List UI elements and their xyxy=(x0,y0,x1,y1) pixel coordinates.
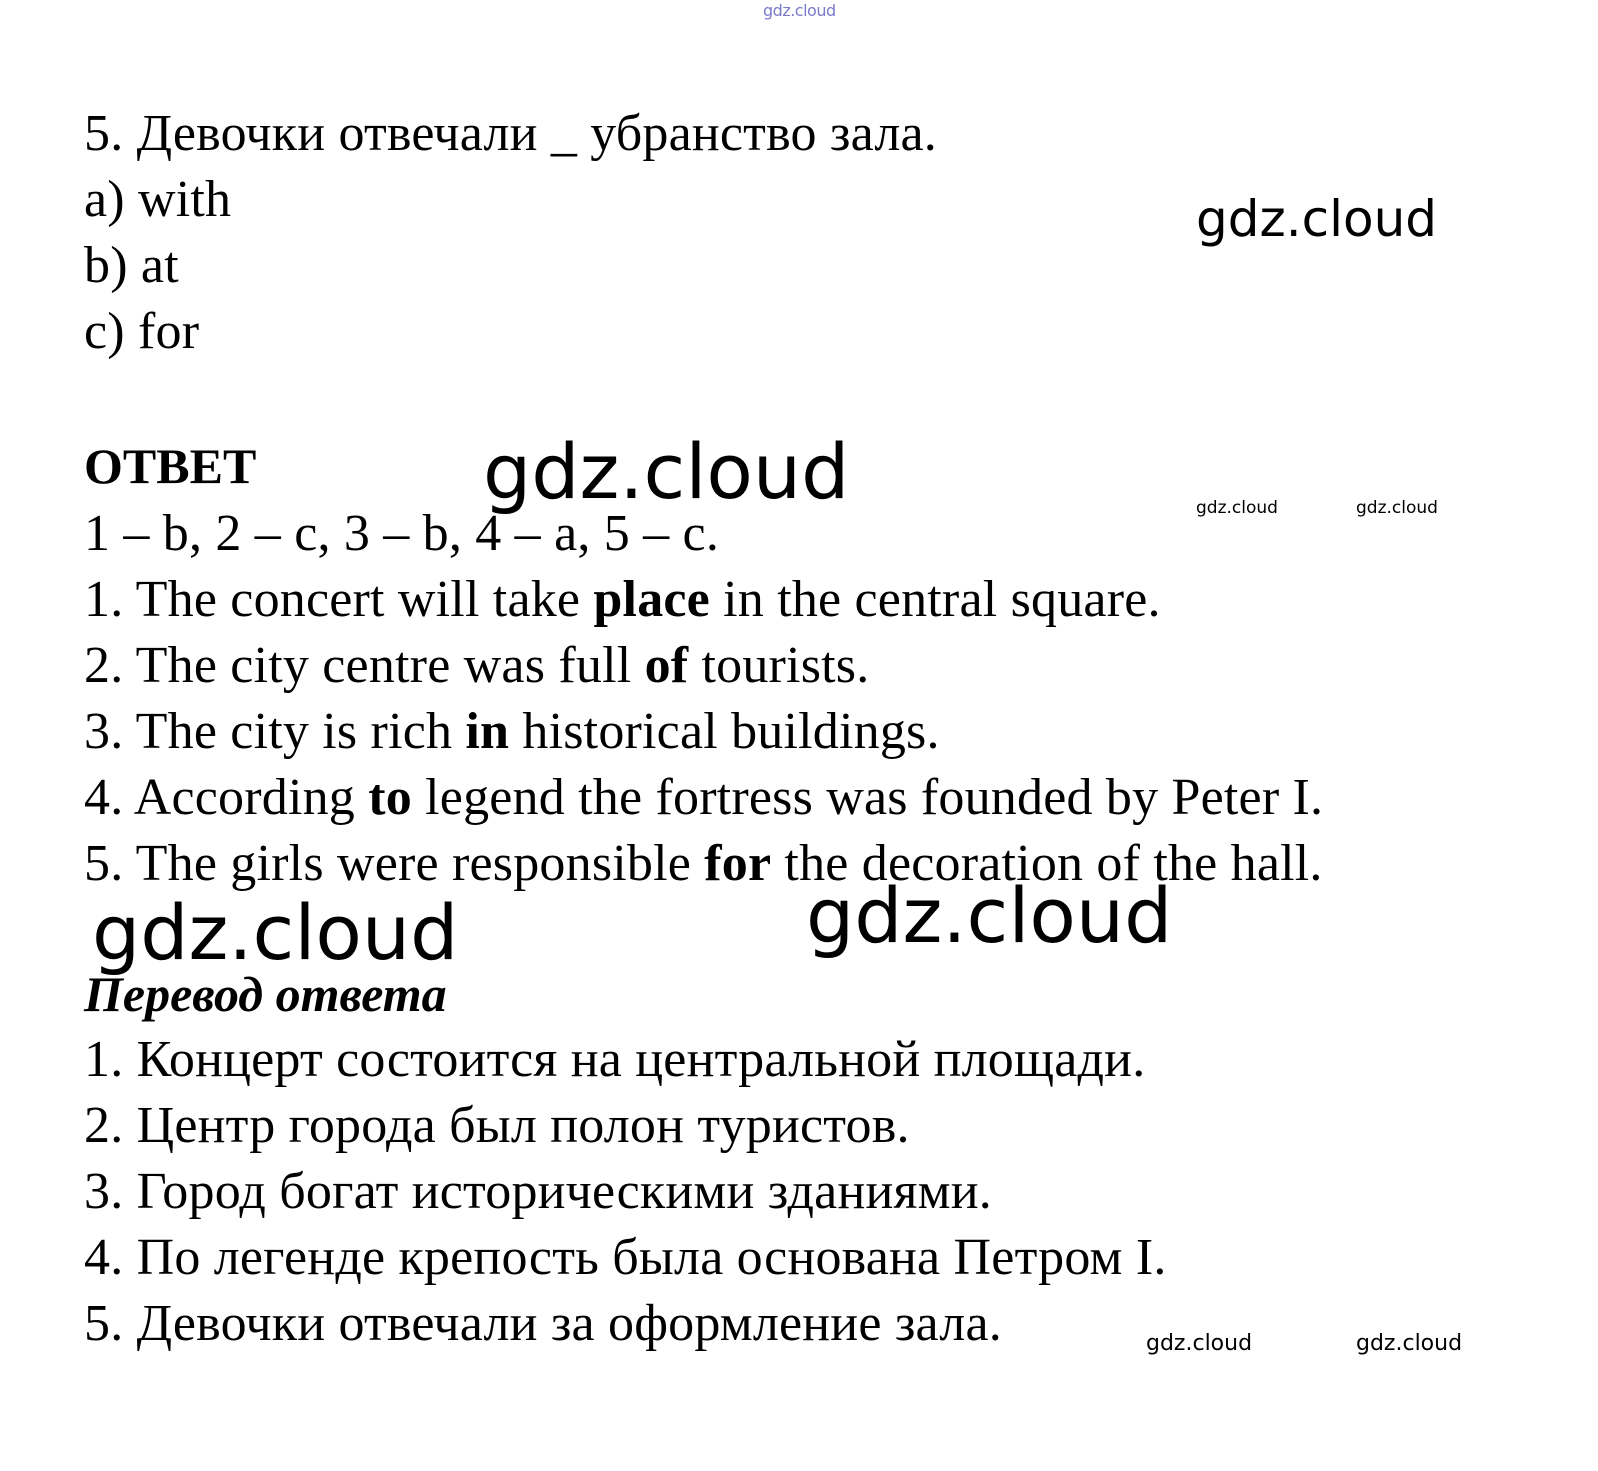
translation-heading: Перевод ответа xyxy=(84,966,447,1022)
option-b: b) at xyxy=(84,237,179,294)
translation-line-3: 3. Город богат историческими зданиями. xyxy=(84,1163,992,1220)
question-stem: 5. Девочки отвечали _ убранство зала. xyxy=(84,105,938,162)
answer-sentence-3 xyxy=(84,702,940,762)
sentence-text: legend the fortress was founded by Peter I. xyxy=(411,769,1324,826)
sentence-text: the decoration of the hall. xyxy=(771,835,1323,892)
sentence-text: 5. The girls were responsible xyxy=(84,835,705,892)
translation-line-1: 1. Концерт состоится на центральной площади. xyxy=(84,1031,1146,1088)
sentence-text: 4. According xyxy=(84,769,369,826)
sentence-answer-word: to xyxy=(368,769,412,826)
watermark-left-2: gdz.cloud xyxy=(92,888,459,977)
translation-line-4: 4. По легенде крепость была основана Петром I. xyxy=(84,1229,1167,1286)
sentence-answer-word: place xyxy=(593,571,710,628)
sentence-text: 3. The city is rich xyxy=(84,703,466,760)
watermark-right-1: gdz.cloud xyxy=(1196,190,1438,248)
watermark-bottom-1: gdz.cloud xyxy=(1146,1331,1253,1356)
answer-sentence-4 xyxy=(84,768,1323,828)
translation-line-2: 2. Центр города был полон туристов. xyxy=(84,1097,910,1154)
watermark-center-2: gdz.cloud xyxy=(806,871,1173,960)
sentence-answer-word: for xyxy=(704,835,772,892)
sentence-text: historical buildings. xyxy=(509,703,940,760)
watermark-small-2: gdz.cloud xyxy=(1356,498,1438,518)
option-c: c) for xyxy=(84,303,200,360)
answer-sentence-2 xyxy=(84,636,869,696)
translation-line-5: 5. Девочки отвечали за оформление зала. xyxy=(84,1295,1002,1352)
sentence-text: in the central square. xyxy=(709,571,1161,628)
watermark-top: gdz.cloud xyxy=(763,1,836,20)
sentence-text: 1. The concert will take xyxy=(84,571,594,628)
sentence-text: tourists. xyxy=(688,637,870,694)
sentence-answer-word: of xyxy=(644,637,689,694)
watermark-bottom-2: gdz.cloud xyxy=(1356,1331,1463,1356)
answer-heading: ОТВЕТ xyxy=(84,438,257,494)
answer-key: 1 – b, 2 – c, 3 – b, 4 – a, 5 – c. xyxy=(84,505,720,562)
sentence-answer-word: in xyxy=(465,703,510,760)
option-a: a) with xyxy=(84,171,232,228)
answer-sentence-1 xyxy=(84,570,1161,630)
sentence-text: 2. The city centre was full xyxy=(84,637,645,694)
watermark-center-1: gdz.cloud xyxy=(483,427,850,516)
watermark-small-1: gdz.cloud xyxy=(1196,498,1278,518)
